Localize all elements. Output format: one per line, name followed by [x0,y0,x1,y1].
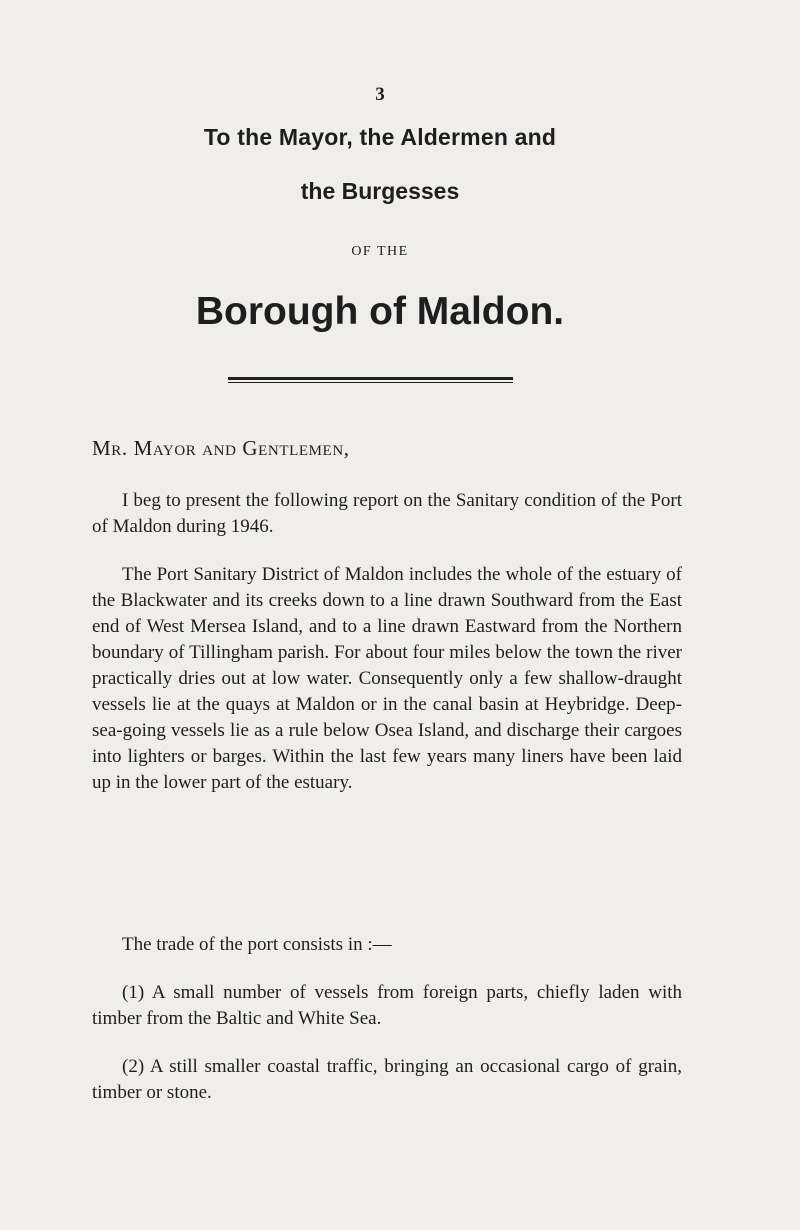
rule-thick-line [228,377,513,380]
paragraph-district [92,562,682,796]
paragraph-text: The trade of the port consists in :— [122,934,392,955]
of-the-label: OF THE [351,244,409,259]
paragraph-text: (2) A still smaller coastal traffic, bringing an occasional cargo of grain, timber or stone. [92,1056,682,1103]
addressee-line-1: To the Mayor, the Aldermen and [203,124,557,150]
paragraph-trade-item-1 [92,980,682,1032]
rule-thin-line [228,382,513,383]
paragraph-intro [92,488,682,540]
double-rule-divider [228,377,513,383]
paragraph-trade-item-2 [92,1054,682,1106]
paragraph-text: The Port Sanitary District of Maldon includes the whole of the estuary of the Blackwater and its creeks down to a line drawn Southward from the East end of West Mersea Island, and to a line drawn Eastward from the Northern boundary of Tillingham parish. For about four miles below the town the river practically dries out at low water. Consequently only a few shallow-draught vessels lie at the quays at Maldon or in the canal basin at Heybridge. Deep-sea-going vessels lie as a rule below Osea Island, and discharge their cargoes into lighters or barges. Within the last few years many liners have been laid up in the lower part of the estuary. [92,564,682,793]
page-number: 3 [375,84,385,105]
paragraph-trade [92,932,682,958]
borough-title: Borough of Maldon. [195,290,565,333]
paragraph-text: I beg to present the following report on the Sanitary condition of the Port of Maldon during 1946. [92,490,682,537]
addressee-line-2: the Burgesses [300,178,460,204]
paragraph-text: (1) A small number of vessels from foreign parts, chiefly laden with timber from the Baltic and White Sea. [92,982,682,1029]
salutation: Mr. Mayor and Gentlemen, [92,436,350,460]
